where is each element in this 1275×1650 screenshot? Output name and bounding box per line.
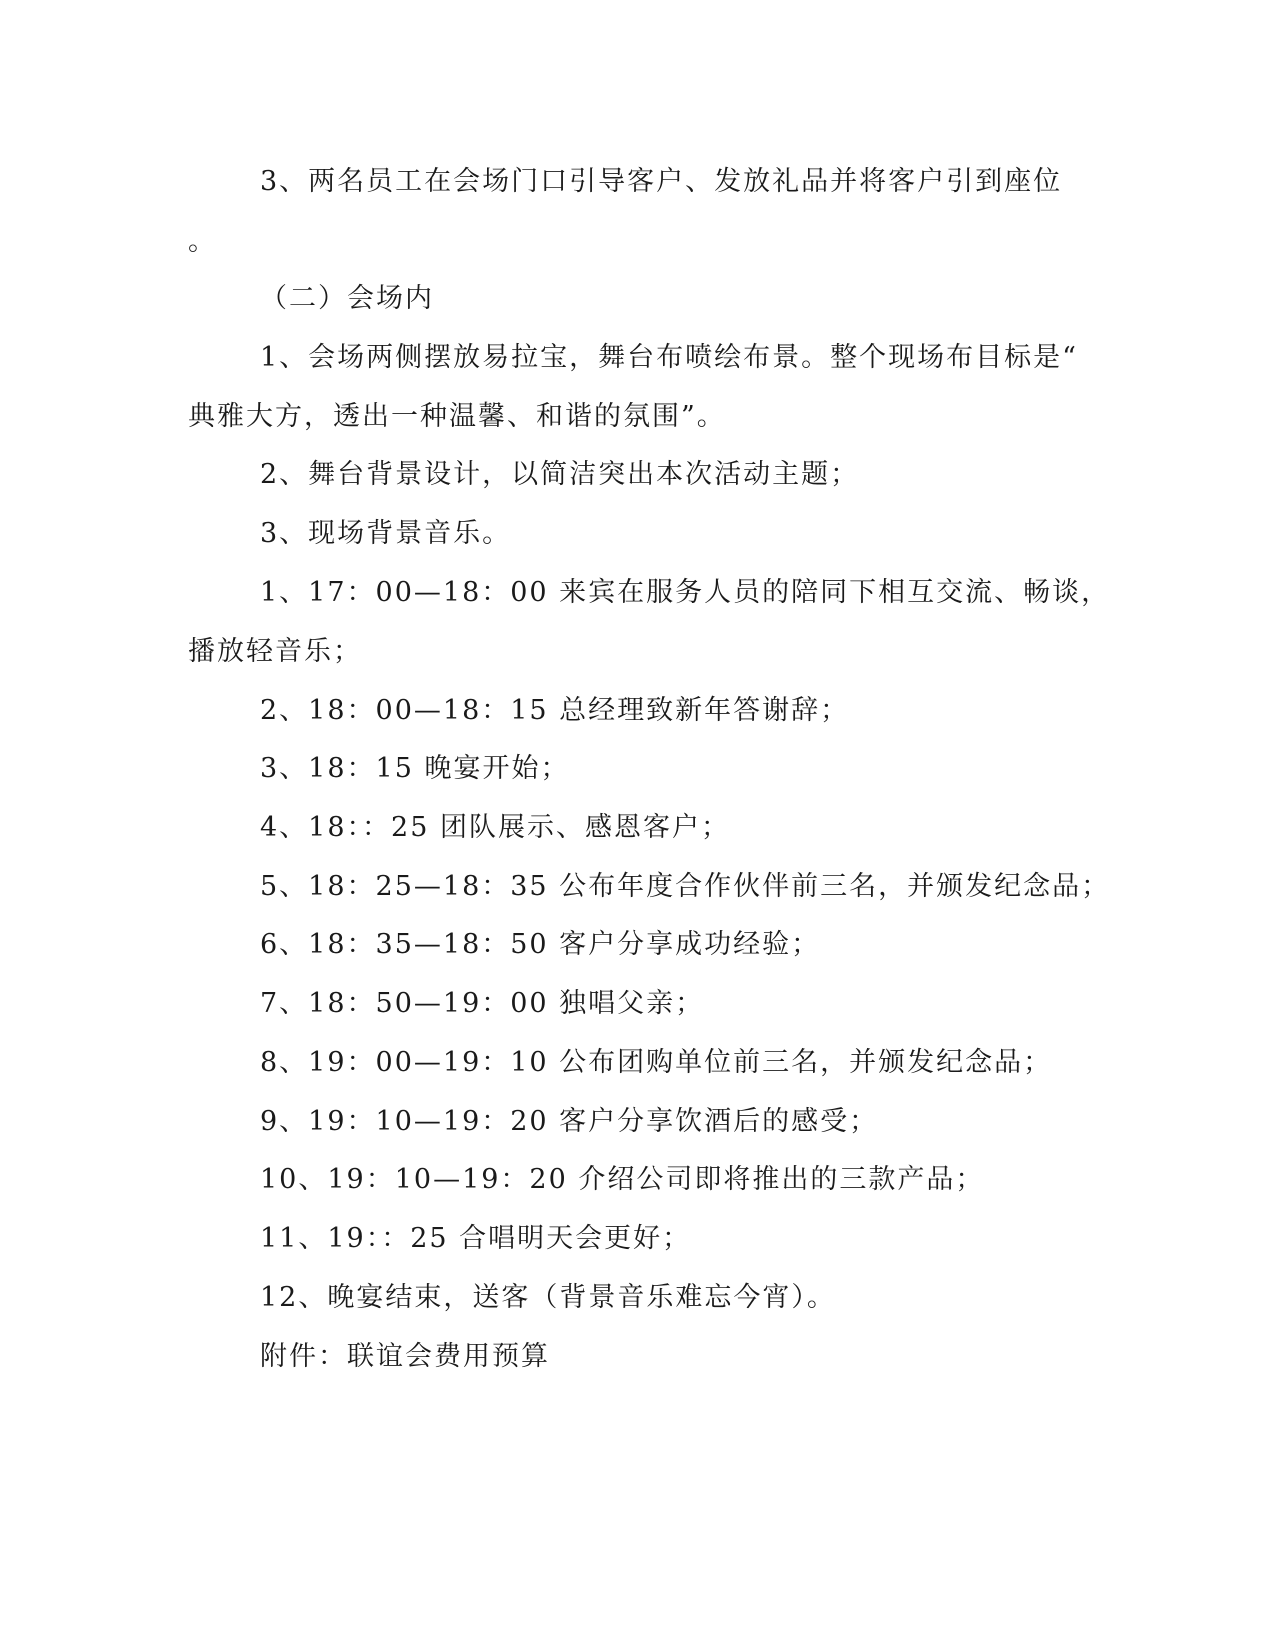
paragraph-line-1: 3、两名员工在会场门口引导客户、发放礼品并将客户引到座位	[260, 166, 1063, 197]
schedule-item-7: 7、18：50—19：00 独唱父亲；	[260, 988, 705, 1019]
schedule-item-8: 8、19：00—19：10 公布团购单位前三名，并颁发纪念品；	[260, 1047, 1053, 1078]
schedule-item-3: 3、18：15 晚宴开始；	[260, 753, 570, 784]
schedule-item-2: 2、18：00—18：15 总经理致新年答谢辞；	[260, 695, 850, 726]
schedule-item-1: 1、17：00—18：00 来宾在服务人员的陪同下相互交流、畅谈，	[260, 577, 1111, 608]
schedule-item-4: 4、18：：25 团队展示、感恩客户；	[260, 812, 730, 843]
paragraph-line-5: 典雅大方，透出一种温馨、和谐的氛围”。	[188, 401, 726, 432]
paragraph-line-6: 2、舞台背景设计，以简洁突出本次活动主题；	[260, 459, 860, 490]
schedule-item-10: 10、19：10—19：20 介绍公司即将推出的三款产品；	[260, 1164, 985, 1195]
schedule-item-9: 9、19：10—19：20 客户分享饮酒后的感受；	[260, 1106, 879, 1137]
section-heading: （二）会场内	[260, 283, 434, 314]
paragraph-line-2: 。	[188, 226, 217, 257]
attachment-note: 附件：联谊会费用预算	[260, 1341, 550, 1372]
schedule-item-11: 11、19：：25 合唱明天会更好；	[260, 1223, 692, 1254]
schedule-item-6: 6、18：35—18：50 客户分享成功经验；	[260, 929, 821, 960]
paragraph-line-4: 1、会场两侧摆放易拉宝，舞台布喷绘布景。整个现场布目标是“	[260, 342, 1078, 373]
paragraph-line-7: 3、现场背景音乐。	[260, 518, 512, 549]
schedule-item-5: 5、18：25—18：35 公布年度合作伙伴前三名，并颁发纪念品；	[260, 871, 1111, 902]
schedule-item-12: 12、晚宴结束，送客（背景音乐难忘今宵）。	[260, 1282, 836, 1313]
schedule-item-1-cont: 播放轻音乐；	[188, 636, 362, 667]
